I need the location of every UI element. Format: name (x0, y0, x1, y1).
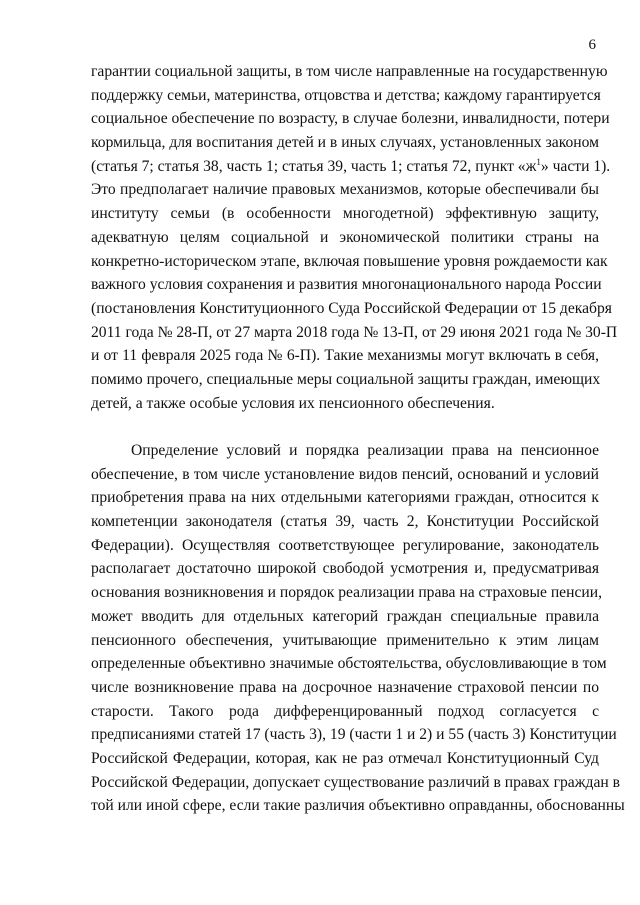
text-line: определенные объективно значимые обстоятельства, обусловливающие в том (91, 655, 607, 673)
text-line: и от 11 февраля 2025 года № 6-П). Такие механизмы могут включать в себя, (91, 347, 599, 365)
text-line: числе возникновение права на досрочное назначение страховой пенсии по (91, 678, 599, 696)
paragraph-2 (91, 439, 625, 818)
text-line: детей, а также особые условия их пенсионного обеспечения. (91, 394, 495, 412)
text-line: адекватную целям социальной и экономической политики страны на (91, 228, 599, 246)
text-line-start: (статья 7; статья 38, часть 1; статья 39, часть 1; статья 72, пункт «ж (91, 157, 537, 175)
text-line: гарантии социальной защиты, в том числе направленные на государственную (91, 63, 608, 80)
text-line: поддержку семьи, материнства, отцовства и детства; каждому гарантируется (91, 86, 601, 104)
document-body (91, 60, 625, 818)
text-line: пенсионного обеспечения, учитывающие применительно к этим лицам (91, 631, 599, 649)
text-line: социальное обеспечение по возрасту, в случае болезни, инвалидности, потери (91, 110, 610, 128)
text-line (91, 155, 611, 179)
text-line: обеспечение, в том числе установление видов пенсий, оснований и условий (91, 465, 599, 483)
text-line: старости. Такого рода дифференцированный подход согласуется с (91, 702, 599, 720)
superscript-mark: 1 (536, 156, 541, 167)
text-line: Российской Федерации, допускает существование различий в правах граждан в (91, 773, 620, 791)
text-line: важного условия сохранения и развития многонационального народа России (91, 276, 602, 294)
text-line: Федерации). Осуществляя соответствующее регулирование, законодатель (91, 536, 599, 554)
paragraph-gap (91, 415, 599, 439)
paragraph-1 (91, 60, 618, 415)
text-line: той или иной сфере, если такие различия объективно оправданны, обоснованны (91, 797, 625, 815)
text-line: приобретения права на них отдельными категориями граждан, относится к (91, 489, 599, 507)
text-line: Это предполагает наличие правовых механизмов, которые обеспечивали бы (91, 181, 599, 199)
text-line: 2011 года № 28-П, от 27 марта 2018 года № 13-П, от 29 июня 2021 года № 30-П (91, 323, 618, 341)
text-line: компетенции законодателя (статья 39, часть 2, Конституции Российской (91, 513, 599, 531)
text-line: основания возникновения и порядок реализации права на страховые пенсии, (91, 584, 602, 602)
text-line: (постановления Конституционного Суда Российской Федерации от 15 декабря (91, 299, 612, 317)
text-line: располагает достаточно широкой свободой усмотрения и, предусматривая (91, 560, 599, 578)
text-line: может вводить для отдельных категорий граждан специальные правила (91, 607, 599, 625)
text-line: Российской Федерации, которая, как не раз отмечал Конституционный Суд (91, 749, 599, 767)
text-line: Определение условий и порядка реализации права на пенсионное (131, 442, 599, 459)
text-line-end: » части 1). (540, 157, 611, 175)
text-line: конкретно-историческом этапе, включая повышение уровня рождаемости как (91, 252, 608, 270)
text-line: кормильца, для воспитания детей и в иных случаях, установленных законом (91, 134, 599, 152)
text-line: предписаниями статей 17 (часть 3), 19 (части 1 и 2) и 55 (часть 3) Конституции (91, 726, 617, 744)
text-line: помимо прочего, специальные меры социальной защиты граждан, имеющих (91, 370, 601, 388)
text-line: институту семьи (в особенности многодетной) эффективную защиту, (91, 205, 599, 223)
page-number: 6 (588, 37, 596, 53)
